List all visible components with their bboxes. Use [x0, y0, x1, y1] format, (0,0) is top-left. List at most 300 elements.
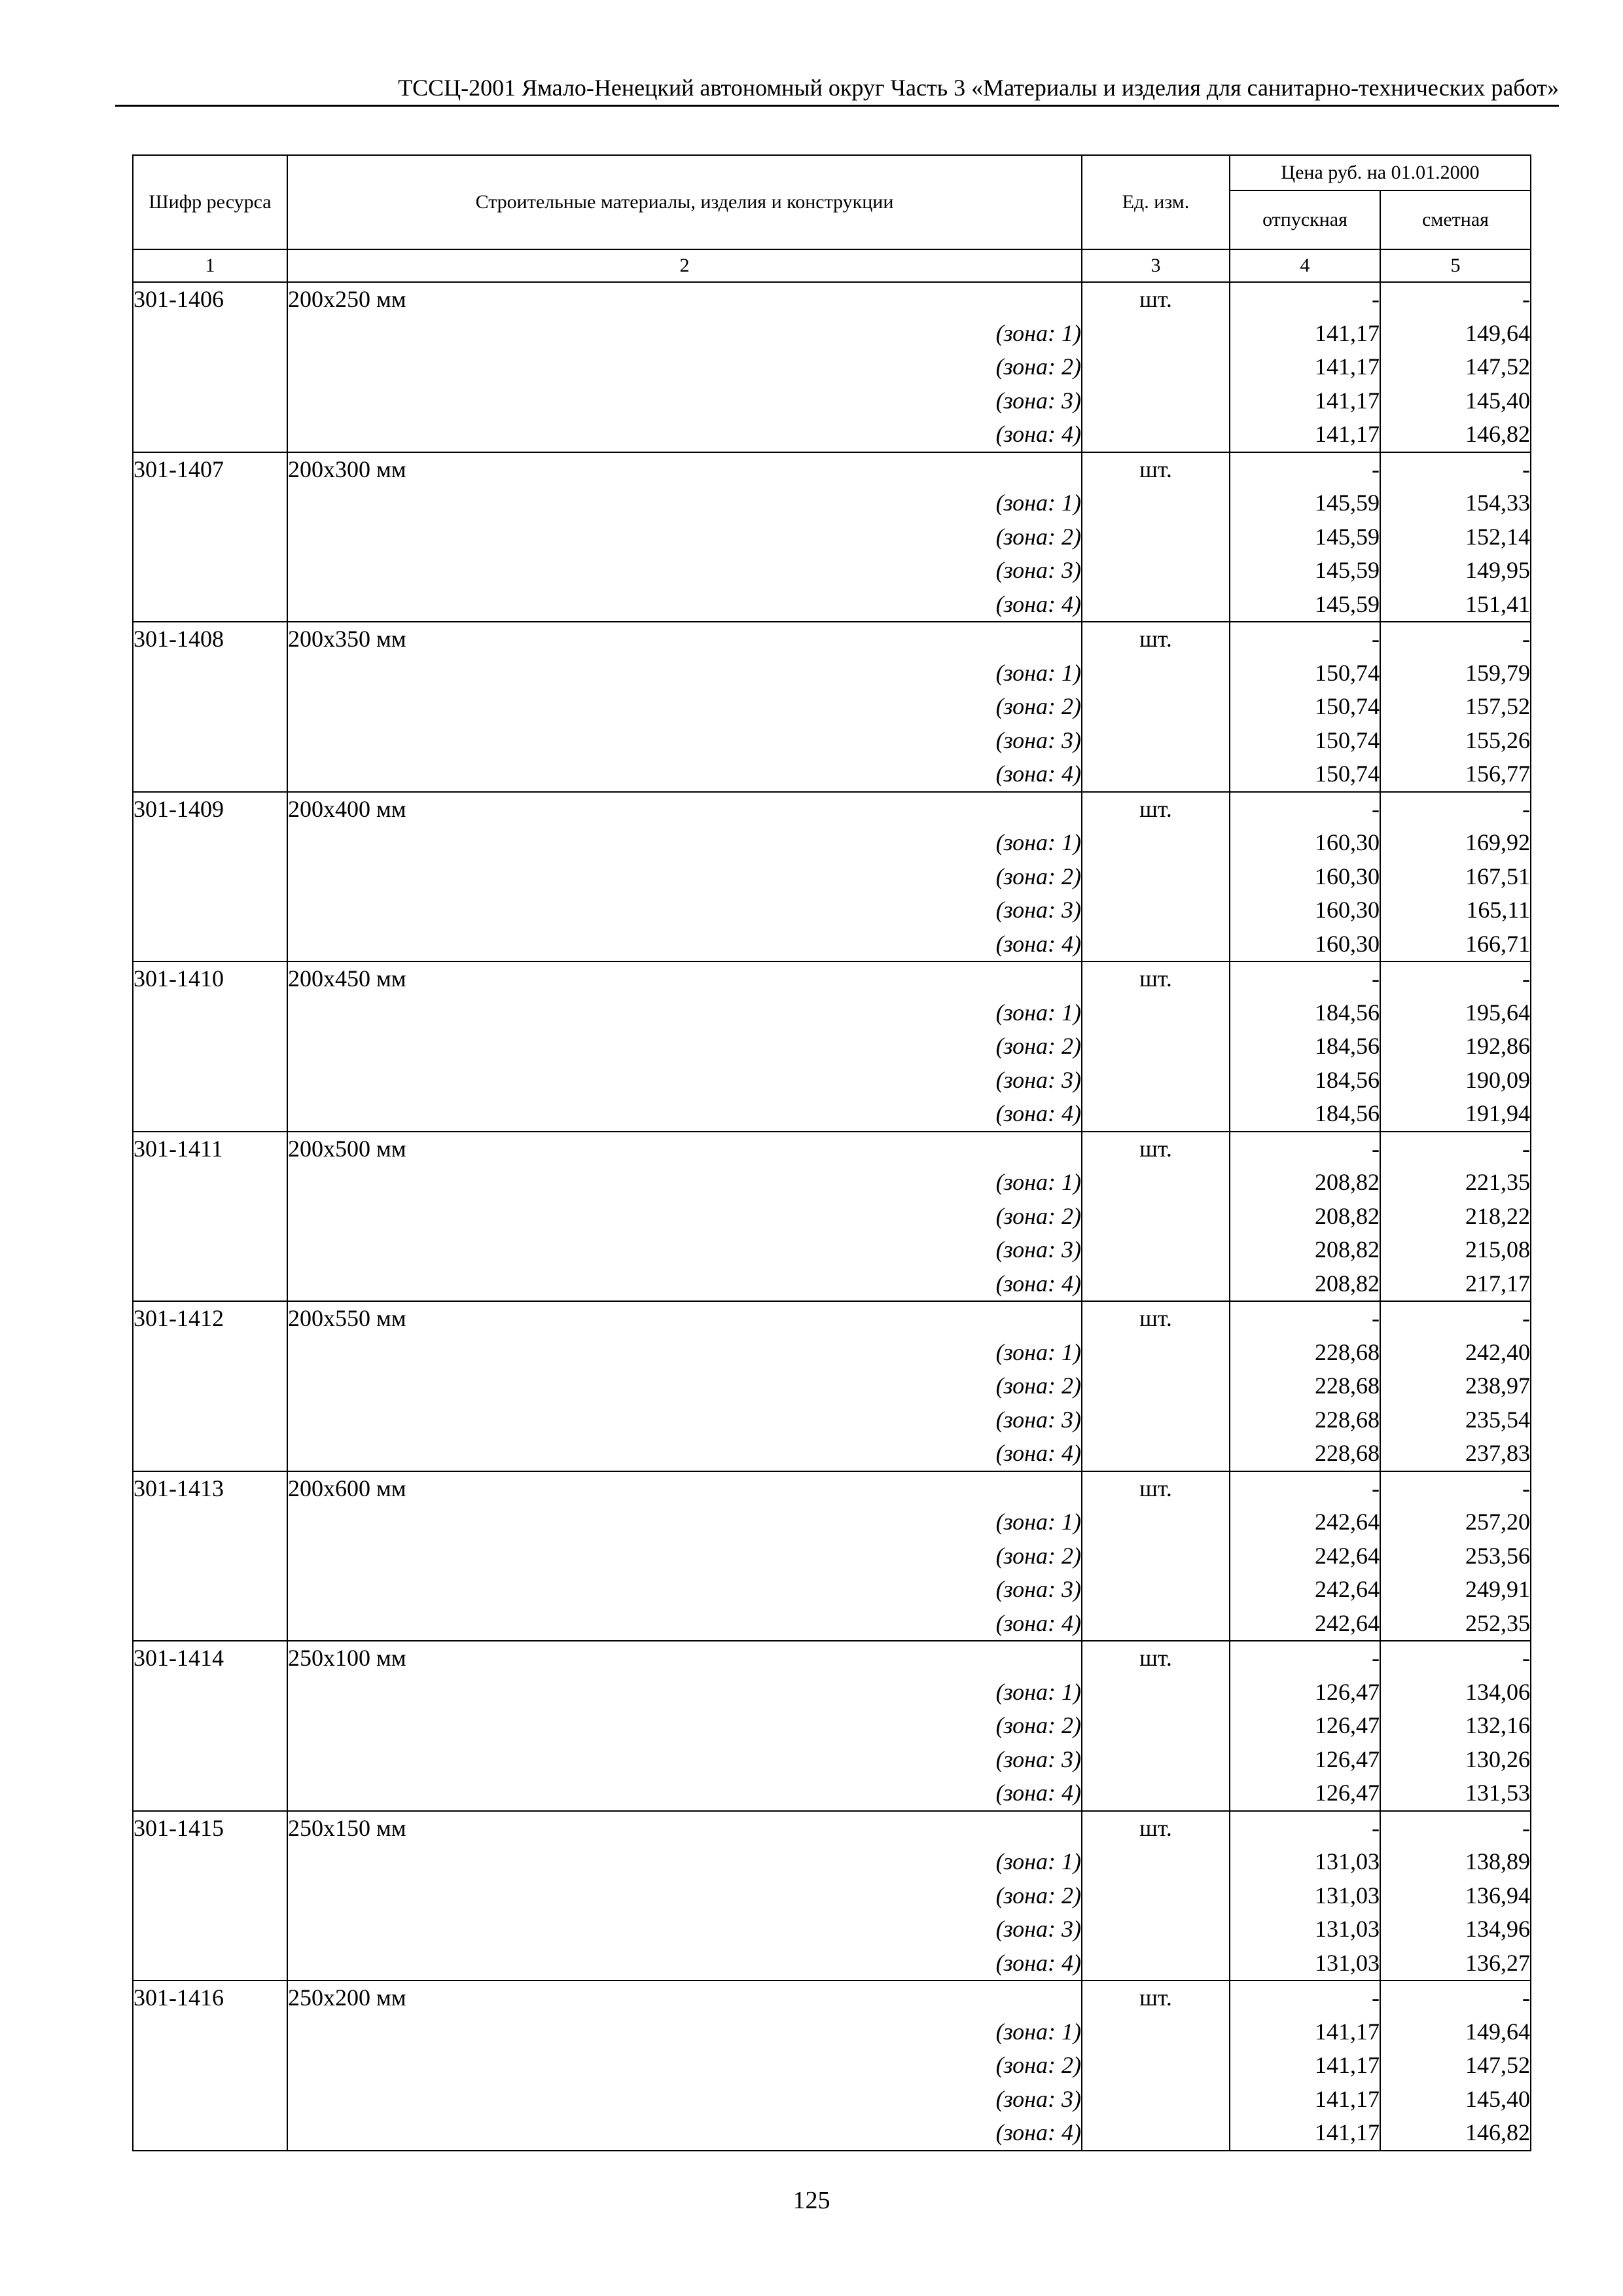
unit-cell-empty — [1082, 724, 1230, 758]
estimate-price-cell: 156,77 — [1380, 757, 1531, 792]
estimate-price-cell: - — [1380, 1301, 1531, 1336]
zone-label: (зона: 2) — [287, 1200, 1082, 1234]
estimate-price-cell: 138,89 — [1380, 1845, 1531, 1879]
resource-code: 301-1406 — [133, 282, 287, 317]
zone-row — [133, 893, 1531, 927]
zone-label: (зона: 3) — [287, 1064, 1082, 1098]
zone-row — [133, 1709, 1531, 1743]
estimate-price-cell: 134,06 — [1380, 1676, 1531, 1710]
resource-code: 301-1412 — [133, 1301, 287, 1336]
unit-cell-empty — [1082, 317, 1230, 351]
zone-row — [133, 1097, 1531, 1132]
release-price-cell: 208,82 — [1230, 1267, 1380, 1302]
unit-cell-empty — [1082, 1676, 1230, 1710]
resource-code-empty — [133, 1097, 287, 1132]
zone-row — [133, 690, 1531, 724]
table-row — [133, 1471, 1531, 1506]
release-price-cell: 184,56 — [1230, 996, 1380, 1030]
zone-row — [133, 317, 1531, 351]
resource-code-empty — [133, 826, 287, 860]
zone-row — [133, 1912, 1531, 1946]
unit-cell-empty — [1082, 418, 1230, 452]
zone-row — [133, 1403, 1531, 1437]
unit-cell-empty — [1082, 757, 1230, 792]
estimate-price-cell: 149,64 — [1380, 2015, 1531, 2049]
zone-row — [133, 1233, 1531, 1267]
release-price-cell: 228,68 — [1230, 1437, 1380, 1471]
unit-cell-empty — [1082, 588, 1230, 622]
zone-label: (зона: 3) — [287, 724, 1082, 758]
release-price-cell: 228,68 — [1230, 1336, 1380, 1370]
release-price-cell: 141,17 — [1230, 2116, 1380, 2151]
estimate-price-cell: 249,91 — [1380, 1573, 1531, 1607]
table-body — [133, 282, 1531, 2151]
estimate-price-cell: 145,40 — [1380, 2083, 1531, 2117]
table-header — [133, 155, 1531, 282]
zone-row — [133, 1267, 1531, 1302]
resource-code-empty — [133, 2083, 287, 2117]
estimate-price-cell: - — [1380, 792, 1531, 827]
unit-cell-empty — [1082, 1097, 1230, 1132]
estimate-price-cell: 257,20 — [1380, 1505, 1531, 1539]
estimate-price-cell: - — [1380, 622, 1531, 656]
release-price-cell: 131,03 — [1230, 1946, 1380, 1981]
release-price-cell: 131,03 — [1230, 1845, 1380, 1879]
zone-label: (зона: 4) — [287, 1097, 1082, 1132]
unit-cell-empty — [1082, 554, 1230, 588]
unit-cell-empty — [1082, 1607, 1230, 1641]
estimate-price-cell: 252,35 — [1380, 1607, 1531, 1641]
resource-code-empty — [133, 384, 287, 418]
release-price-cell: 184,56 — [1230, 1030, 1380, 1064]
release-price-cell: - — [1230, 1132, 1380, 1166]
resource-code-empty — [133, 690, 287, 724]
release-price-cell: 141,17 — [1230, 2015, 1380, 2049]
material-name: 250x200 мм — [287, 1981, 1082, 2015]
table-row — [133, 1641, 1531, 1676]
zone-row — [133, 1676, 1531, 1710]
release-price-cell: 160,30 — [1230, 893, 1380, 927]
release-price-cell: - — [1230, 1811, 1380, 1846]
unit-cell-empty — [1082, 1064, 1230, 1098]
estimate-price-cell: 221,35 — [1380, 1166, 1531, 1200]
zone-row — [133, 486, 1531, 520]
zone-label: (зона: 1) — [287, 996, 1082, 1030]
unit-cell: шт. — [1082, 622, 1230, 656]
zone-label: (зона: 2) — [287, 2049, 1082, 2083]
unit-cell: шт. — [1082, 961, 1230, 996]
zone-label: (зона: 1) — [287, 656, 1082, 691]
unit-cell-empty — [1082, 1539, 1230, 1573]
zone-row — [133, 2015, 1531, 2049]
zone-label: (зона: 3) — [287, 554, 1082, 588]
column-header-release-price: отпускная — [1230, 190, 1380, 249]
estimate-price-cell: 165,11 — [1380, 893, 1531, 927]
estimate-price-cell: - — [1380, 1811, 1531, 1846]
unit-cell-empty — [1082, 1946, 1230, 1981]
release-price-cell: 242,64 — [1230, 1539, 1380, 1573]
zone-row — [133, 996, 1531, 1030]
zone-label: (зона: 3) — [287, 893, 1082, 927]
unit-cell-empty — [1082, 384, 1230, 418]
zone-row — [133, 757, 1531, 792]
release-price-cell: - — [1230, 1301, 1380, 1336]
resource-code-empty — [133, 1607, 287, 1641]
zone-label: (зона: 1) — [287, 317, 1082, 351]
resource-code-empty — [133, 1676, 287, 1710]
release-price-cell: 184,56 — [1230, 1064, 1380, 1098]
material-name: 200x350 мм — [287, 622, 1082, 656]
resource-code-empty — [133, 1030, 287, 1064]
release-price-cell: 160,30 — [1230, 927, 1380, 962]
zone-row — [133, 724, 1531, 758]
running-header: ТССЦ-2001 Ямало-Ненецкий автономный округ Часть 3 «Материалы и изделия для санитарно-технических работ» — [398, 75, 1559, 101]
unit-cell-empty — [1082, 860, 1230, 894]
estimate-price-cell: 147,52 — [1380, 2049, 1531, 2083]
column-number: 4 — [1230, 249, 1380, 282]
release-price-cell: 242,64 — [1230, 1573, 1380, 1607]
release-price-cell: 131,03 — [1230, 1912, 1380, 1946]
estimate-price-cell: 238,97 — [1380, 1369, 1531, 1403]
estimate-price-cell: 136,27 — [1380, 1946, 1531, 1981]
material-name: 200x450 мм — [287, 961, 1082, 996]
resource-code: 301-1414 — [133, 1641, 287, 1676]
column-header-estimate-price: сметная — [1380, 190, 1531, 249]
resource-code-empty — [133, 1573, 287, 1607]
estimate-price-cell: 191,94 — [1380, 1097, 1531, 1132]
zone-label: (зона: 4) — [287, 588, 1082, 622]
material-name: 200x400 мм — [287, 792, 1082, 827]
zone-label: (зона: 1) — [287, 1505, 1082, 1539]
zone-label: (зона: 4) — [287, 1776, 1082, 1811]
unit-cell-empty — [1082, 1505, 1230, 1539]
table-row — [133, 452, 1531, 487]
release-price-cell: 228,68 — [1230, 1403, 1380, 1437]
estimate-price-cell: - — [1380, 1132, 1531, 1166]
release-price-cell: 160,30 — [1230, 826, 1380, 860]
column-header-price: Цена руб. на 01.01.2000 — [1230, 155, 1531, 190]
release-price-cell: 126,47 — [1230, 1709, 1380, 1743]
resource-code-empty — [133, 350, 287, 384]
estimate-price-cell: - — [1380, 1641, 1531, 1676]
estimate-price-cell: 136,94 — [1380, 1879, 1531, 1913]
estimate-price-cell: 147,52 — [1380, 350, 1531, 384]
release-price-cell: 150,74 — [1230, 757, 1380, 792]
resource-code: 301-1416 — [133, 1981, 287, 2015]
column-header-name: Строительные материалы, изделия и конструкции — [287, 155, 1082, 249]
estimate-price-cell: 215,08 — [1380, 1233, 1531, 1267]
table-row — [133, 1132, 1531, 1166]
resource-code-empty — [133, 1064, 287, 1098]
release-price-cell: - — [1230, 1471, 1380, 1506]
column-header-unit: Ед. изм. — [1082, 155, 1230, 249]
unit-cell-empty — [1082, 1403, 1230, 1437]
table-row — [133, 1811, 1531, 1846]
zone-label: (зона: 2) — [287, 1539, 1082, 1573]
estimate-price-cell: 154,33 — [1380, 486, 1531, 520]
unit-cell-empty — [1082, 927, 1230, 962]
release-price-cell: 208,82 — [1230, 1200, 1380, 1234]
resource-code-empty — [133, 1336, 287, 1370]
unit-cell-empty — [1082, 1166, 1230, 1200]
column-header-code: Шифр ресурса — [133, 155, 287, 249]
estimate-price-cell: 159,79 — [1380, 656, 1531, 691]
table-row — [133, 961, 1531, 996]
estimate-price-cell: - — [1380, 1471, 1531, 1506]
release-price-cell: 145,59 — [1230, 520, 1380, 554]
unit-cell-empty — [1082, 1776, 1230, 1811]
resource-code-empty — [133, 724, 287, 758]
release-price-cell: 150,74 — [1230, 724, 1380, 758]
estimate-price-cell: 131,53 — [1380, 1776, 1531, 1811]
zone-row — [133, 588, 1531, 622]
zone-label: (зона: 4) — [287, 1267, 1082, 1302]
unit-cell: шт. — [1082, 452, 1230, 487]
estimate-price-cell: - — [1380, 1981, 1531, 2015]
estimate-price-cell: 190,09 — [1380, 1064, 1531, 1098]
table-row — [133, 1301, 1531, 1336]
zone-label: (зона: 4) — [287, 1946, 1082, 1981]
resource-code-empty — [133, 757, 287, 792]
estimate-price-cell: 169,92 — [1380, 826, 1531, 860]
estimate-price-cell: - — [1380, 452, 1531, 487]
unit-cell-empty — [1082, 826, 1230, 860]
unit-cell-empty — [1082, 2015, 1230, 2049]
unit-cell: шт. — [1082, 1811, 1230, 1846]
release-price-cell: 145,59 — [1230, 554, 1380, 588]
estimate-price-cell: 242,40 — [1380, 1336, 1531, 1370]
material-name: 200x550 мм — [287, 1301, 1082, 1336]
unit-cell-empty — [1082, 2116, 1230, 2151]
release-price-cell: 150,74 — [1230, 656, 1380, 691]
estimate-price-cell: 157,52 — [1380, 690, 1531, 724]
unit-cell-empty — [1082, 1573, 1230, 1607]
resource-code-empty — [133, 1267, 287, 1302]
zone-label: (зона: 2) — [287, 1030, 1082, 1064]
resource-code-empty — [133, 1369, 287, 1403]
resource-code-empty — [133, 1879, 287, 1913]
resource-code-empty — [133, 1200, 287, 1234]
resource-code-empty — [133, 1946, 287, 1981]
zone-row — [133, 384, 1531, 418]
table-row — [133, 1981, 1531, 2015]
resource-code-empty — [133, 1912, 287, 1946]
release-price-cell: 131,03 — [1230, 1879, 1380, 1913]
zone-label: (зона: 4) — [287, 927, 1082, 962]
zone-label: (зона: 1) — [287, 826, 1082, 860]
release-price-cell: 145,59 — [1230, 486, 1380, 520]
zone-row — [133, 2049, 1531, 2083]
release-price-cell: - — [1230, 1641, 1380, 1676]
estimate-price-cell: 146,82 — [1380, 418, 1531, 452]
release-price-cell: - — [1230, 282, 1380, 317]
column-number: 5 — [1380, 249, 1531, 282]
material-name: 250x100 мм — [287, 1641, 1082, 1676]
unit-cell-empty — [1082, 350, 1230, 384]
estimate-price-cell: 151,41 — [1380, 588, 1531, 622]
release-price-cell: - — [1230, 792, 1380, 827]
material-name: 200x300 мм — [287, 452, 1082, 487]
release-price-cell: 141,17 — [1230, 350, 1380, 384]
release-price-cell: 242,64 — [1230, 1607, 1380, 1641]
table-row — [133, 792, 1531, 827]
unit-cell-empty — [1082, 2083, 1230, 2117]
release-price-cell: - — [1230, 1981, 1380, 2015]
resource-code-empty — [133, 317, 287, 351]
resource-code-empty — [133, 656, 287, 691]
resource-code-empty — [133, 927, 287, 962]
zone-row — [133, 1879, 1531, 1913]
price-table — [132, 154, 1531, 2151]
zone-label: (зона: 2) — [287, 860, 1082, 894]
resource-code-empty — [133, 520, 287, 554]
zone-label: (зона: 3) — [287, 1573, 1082, 1607]
zone-label: (зона: 3) — [287, 1403, 1082, 1437]
zone-row — [133, 2083, 1531, 2117]
estimate-price-cell: 149,95 — [1380, 554, 1531, 588]
zone-label: (зона: 1) — [287, 486, 1082, 520]
unit-cell-empty — [1082, 1709, 1230, 1743]
resource-code-empty — [133, 1437, 287, 1471]
estimate-price-cell: 195,64 — [1380, 996, 1531, 1030]
resource-code-empty — [133, 1539, 287, 1573]
zone-row — [133, 826, 1531, 860]
zone-label: (зона: 2) — [287, 1709, 1082, 1743]
resource-code-empty — [133, 1743, 287, 1777]
zone-row — [133, 1743, 1531, 1777]
zone-row — [133, 350, 1531, 384]
unit-cell-empty — [1082, 1845, 1230, 1879]
resource-code-empty — [133, 2049, 287, 2083]
zone-label: (зона: 3) — [287, 1743, 1082, 1777]
zone-row — [133, 1200, 1531, 1234]
column-number: 3 — [1082, 249, 1230, 282]
resource-code: 301-1411 — [133, 1132, 287, 1166]
resource-code-empty — [133, 1709, 287, 1743]
estimate-price-cell: 149,64 — [1380, 317, 1531, 351]
resource-code-empty — [133, 860, 287, 894]
resource-code-empty — [133, 588, 287, 622]
unit-cell-empty — [1082, 1267, 1230, 1302]
page-number: 125 — [793, 2187, 830, 2214]
resource-code-empty — [133, 2015, 287, 2049]
release-price-cell: 126,47 — [1230, 1776, 1380, 1811]
resource-code-empty — [133, 1845, 287, 1879]
zone-row — [133, 554, 1531, 588]
unit-cell-empty — [1082, 1437, 1230, 1471]
unit-cell: шт. — [1082, 792, 1230, 827]
zone-row — [133, 2116, 1531, 2151]
zone-row — [133, 1845, 1531, 1879]
resource-code: 301-1408 — [133, 622, 287, 656]
zone-label: (зона: 2) — [287, 520, 1082, 554]
unit-cell-empty — [1082, 1200, 1230, 1234]
zone-label: (зона: 3) — [287, 2083, 1082, 2117]
table-row — [133, 622, 1531, 656]
unit-cell-empty — [1082, 1879, 1230, 1913]
resource-code-empty — [133, 1776, 287, 1811]
unit-cell-empty — [1082, 690, 1230, 724]
column-number: 2 — [287, 249, 1082, 282]
estimate-price-cell: 145,40 — [1380, 384, 1531, 418]
zone-label: (зона: 1) — [287, 1676, 1082, 1710]
resource-code-empty — [133, 2116, 287, 2151]
zone-label: (зона: 4) — [287, 757, 1082, 792]
release-price-cell: - — [1230, 452, 1380, 487]
resource-code-empty — [133, 1505, 287, 1539]
release-price-cell: 150,74 — [1230, 690, 1380, 724]
zone-row — [133, 1336, 1531, 1370]
zone-label: (зона: 2) — [287, 350, 1082, 384]
zone-row — [133, 656, 1531, 691]
estimate-price-cell: 167,51 — [1380, 860, 1531, 894]
table-row — [133, 282, 1531, 317]
zone-row — [133, 1166, 1531, 1200]
zone-label: (зона: 4) — [287, 2116, 1082, 2151]
estimate-price-cell: 166,71 — [1380, 927, 1531, 962]
estimate-price-cell: 217,17 — [1380, 1267, 1531, 1302]
zone-row — [133, 418, 1531, 452]
zone-row — [133, 860, 1531, 894]
resource-code-empty — [133, 486, 287, 520]
header-rule — [115, 105, 1559, 107]
release-price-cell: 126,47 — [1230, 1676, 1380, 1710]
resource-code-empty — [133, 554, 287, 588]
resource-code-empty — [133, 1233, 287, 1267]
unit-cell-empty — [1082, 1030, 1230, 1064]
unit-cell-empty — [1082, 656, 1230, 691]
unit-cell-empty — [1082, 2049, 1230, 2083]
release-price-cell: 141,17 — [1230, 384, 1380, 418]
zone-row — [133, 1946, 1531, 1981]
estimate-price-cell: 152,14 — [1380, 520, 1531, 554]
zone-row — [133, 1776, 1531, 1811]
zone-row — [133, 520, 1531, 554]
release-price-cell: 141,17 — [1230, 2083, 1380, 2117]
unit-cell: шт. — [1082, 1301, 1230, 1336]
resource-code-empty — [133, 1403, 287, 1437]
resource-code-empty — [133, 893, 287, 927]
zone-label: (зона: 1) — [287, 1166, 1082, 1200]
estimate-price-cell: 192,86 — [1380, 1030, 1531, 1064]
zone-label: (зона: 1) — [287, 1336, 1082, 1370]
release-price-cell: 141,17 — [1230, 418, 1380, 452]
release-price-cell: 145,59 — [1230, 588, 1380, 622]
release-price-cell: - — [1230, 961, 1380, 996]
unit-cell: шт. — [1082, 1471, 1230, 1506]
release-price-cell: 160,30 — [1230, 860, 1380, 894]
zone-row — [133, 927, 1531, 962]
zone-label: (зона: 4) — [287, 1437, 1082, 1471]
resource-code-empty — [133, 418, 287, 452]
zone-row — [133, 1573, 1531, 1607]
zone-label: (зона: 3) — [287, 384, 1082, 418]
release-price-cell: 208,82 — [1230, 1166, 1380, 1200]
release-price-cell: 208,82 — [1230, 1233, 1380, 1267]
zone-row — [133, 1030, 1531, 1064]
zone-label: (зона: 2) — [287, 690, 1082, 724]
unit-cell: шт. — [1082, 1641, 1230, 1676]
material-name: 200x600 мм — [287, 1471, 1082, 1506]
unit-cell-empty — [1082, 1743, 1230, 1777]
unit-cell-empty — [1082, 1233, 1230, 1267]
zone-row — [133, 1607, 1531, 1641]
zone-row — [133, 1505, 1531, 1539]
resource-code: 301-1410 — [133, 961, 287, 996]
unit-cell-empty — [1082, 520, 1230, 554]
material-name: 250x150 мм — [287, 1811, 1082, 1846]
release-price-cell: 141,17 — [1230, 317, 1380, 351]
